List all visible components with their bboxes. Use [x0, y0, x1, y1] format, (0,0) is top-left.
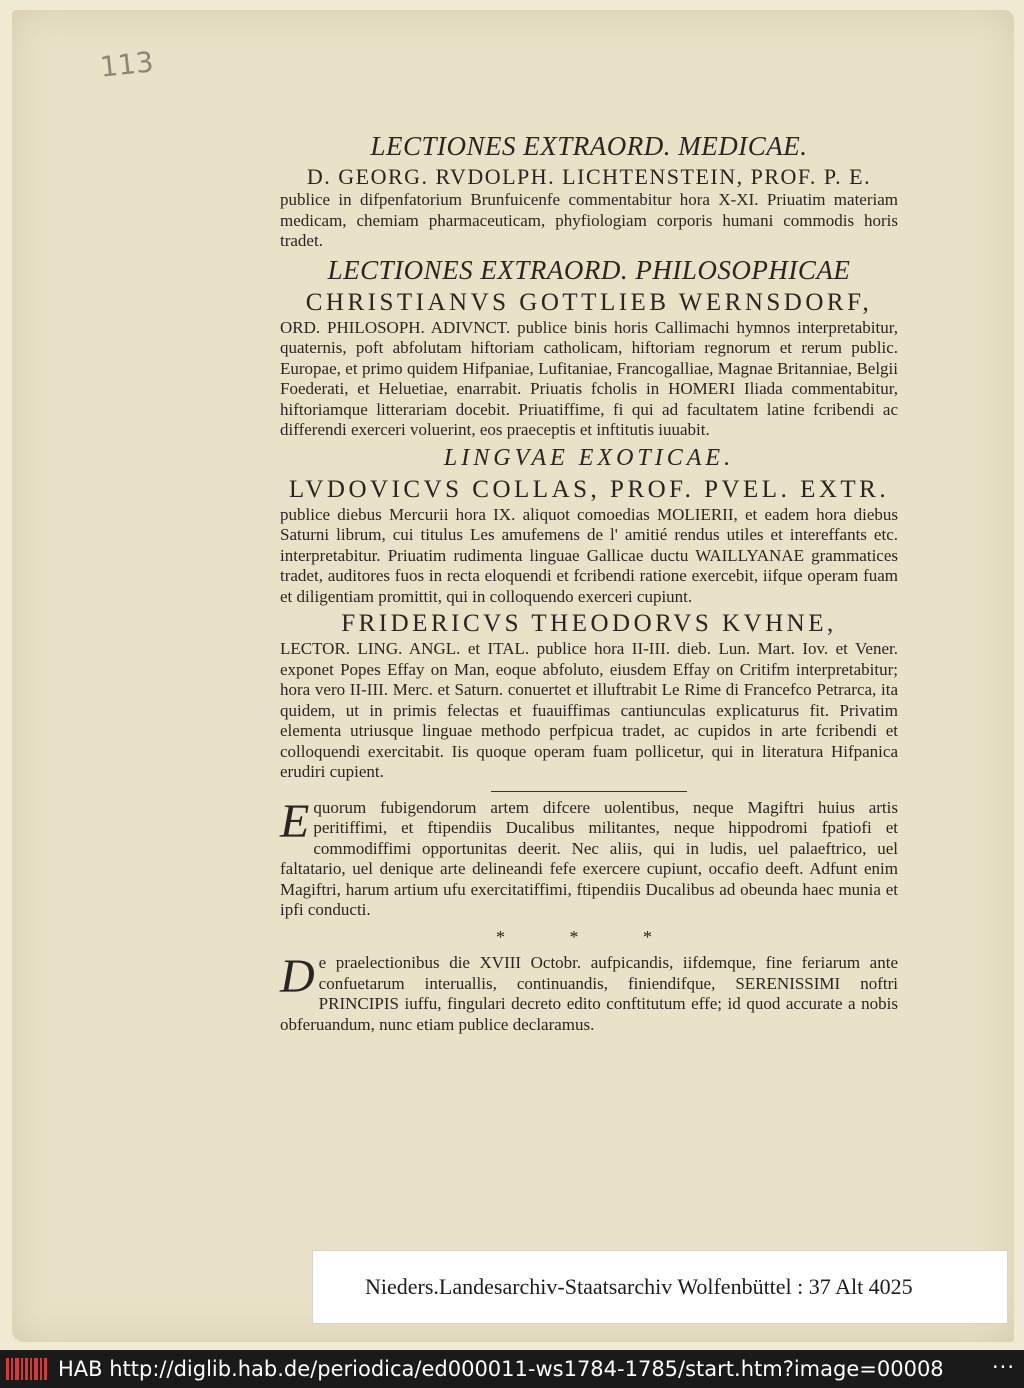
- paragraph-collas: publice diebus Mercurii hora IX. aliquot comoedias MOLIERII, et eadem hora diebus Saturni librum, cui titulus Les amufemens de l' amitié rendus utiles et intereffants etc. interpretabitur. Priuatim rudimenta linguae Gallicae ductu WAILLYANAE grammatices tradet, auditores fuos in recta eloquendi et fcribendi ratione exercebit, iifque operam fuam et diligentiam promittit, qui in colloquendo exerceri cupiunt.: [280, 504, 898, 606]
- lecturer-lichtenstein: D. GEORG. RVDOLPH. LICHTENSTEIN, PROF. P. E.: [306, 164, 872, 189]
- paragraph-closing: [280, 950, 898, 1035]
- heading-medicae: LECTIONES EXTRAORD. MEDICAE.: [370, 131, 808, 161]
- footer-bar: [0, 1350, 1024, 1388]
- source-url-link[interactable]: HAB http://diglib.hab.de/periodica/ed000011-ws1784-1785/start.htm?image=00008: [58, 1357, 944, 1381]
- more-icon[interactable]: ···: [992, 1355, 1016, 1379]
- paragraph-equorum-text: quorum fubigendorum artem difcere uolentibus, neque Magiftri huius artis peritiffimi, et ftipendiis Ducalibus militantes, neque hippodromi fpatiofi et commodiffimi opportunitas deerit. Nec aliis, qui in ludis, uel palaeftrico, uel faltatario, uel denique arte delineandi fefe exercere cupiunt, occafio deeft. Adfunt enim Magiftri, harum artium ufu exercitatiffimi, ftipendiis Ducalibus ad obeunda haec munia et ipfi conducti.: [280, 797, 898, 919]
- paragraph-equorum: [280, 794, 898, 921]
- lecturer-collas: LVDOVICVS COLLAS, PROF. PVEL. EXTR.: [288, 475, 890, 503]
- archive-label: [312, 1250, 1008, 1324]
- paragraph-kuhne: LECTOR. LING. ANGL. et ITAL. publice hora II-III. dieb. Lun. Mart. Iov. et Vener. exponet Popes Effay on Man, eoque abfoluto, eiusdem Effay on Critifm interpretabitur; hora vero II-III. Merc. et Saturn. conuertet et illuftrabit Le Rime di Francefco Petrarca, ita quidem, ut in primis felectas et fuauiffimas cantiunculas explicaturus fit. Privatim elementa utriusque linguae methodo perfpicua tradet, ac cupidos in arte fcribendi et colloquendi exercitabit. Iis quoque operam fuam pollicetur, qui in literatura Hifpanica erudiri cupient.: [280, 639, 898, 781]
- heading-philosophicae: LECTIONES EXTRAORD. PHILOSOPHICAE: [327, 254, 851, 285]
- drop-cap-d: D: [280, 950, 315, 1003]
- section-divider: [491, 791, 687, 792]
- paragraph-philosophicae: ORD. PHILOSOPH. ADIVNCT. publice binis horis Callimachi hymnos interpretabitur, quaternis, poft abfolutam hiftoriam catholicam, hiftoriam regnorum et rerum public. Europae, et primo quidem Hifpaniae, Lufitaniae, Francogalliae, Magnae Britanniae, Belgii Foederati, et Heluetiae, enarrabit. Priuatis fcholis in HOMERI Iliada commentabitur, hiftoriamque litterariam docebit. Priuatiffime, fi qui ad facultatem latine fcribendi ac differendi exerceri voluerint, eos praeceptis et inftitutis iuuabit.: [280, 317, 898, 439]
- lecturer-kuhne: FRIDERICVS THEODORVS KVHNE,: [341, 610, 837, 637]
- barcode-icon: [6, 1358, 48, 1380]
- handwritten-folio-number: 113: [98, 45, 156, 84]
- document-body: [280, 128, 898, 1035]
- lecturer-wernsdorf: CHRISTIANVS GOTTLIEB WERNSDORF,: [305, 288, 873, 316]
- paragraph-closing-text: e praelectionibus die XVIII Octobr. aufpicandis, iifdemque, fine feriarum ante confuetarum interuallis, continuandis, finiendifque, SERENISSIMI noftri PRINCIPIS iuffu, fingulari decreto edito conftitutum effe; id quod accurate a nobis obferuandum, nunc etiam publice declaramus.: [280, 953, 898, 1034]
- archive-label-text: Nieders.Landesarchiv-Staatsarchiv Wolfenbüttel : 37 Alt 4025: [365, 1274, 913, 1299]
- drop-cap-e: E: [280, 794, 310, 848]
- paragraph-medicae: publice in difpenfatorium Brunfuicenfe commentabitur hora X-XI. Priuatim materiam medicam, chemiam pharmaceuticam, phyfiologiam corporis humani commodis horis tradet.: [280, 190, 898, 250]
- heading-exoticae: LINGVAE EXOTICAE.: [443, 444, 735, 471]
- asterism-divider: * * *: [496, 926, 682, 947]
